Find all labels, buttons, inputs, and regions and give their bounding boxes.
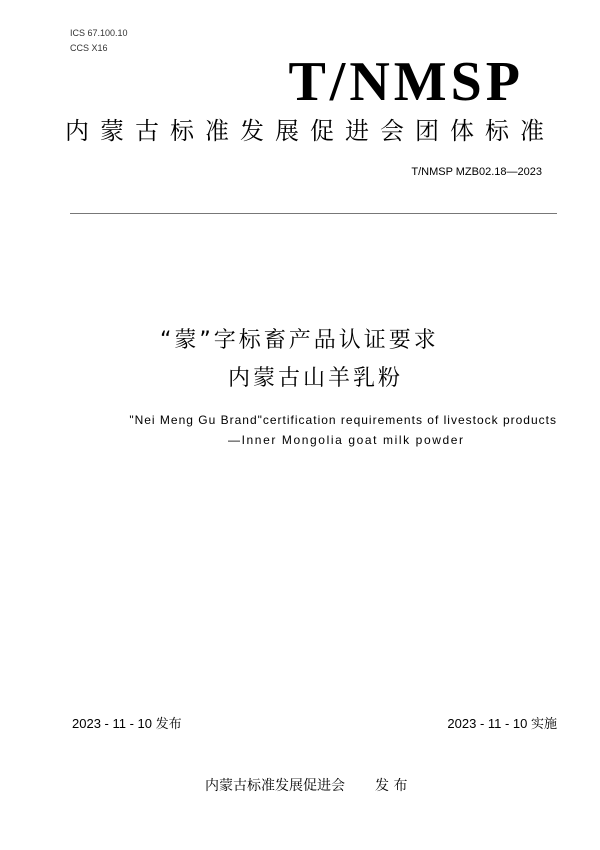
chinese-title-line-2: 内蒙古山羊乳粉: [228, 366, 404, 391]
ccs-code: CCS X16: [70, 43, 108, 53]
publish-label: 发 布: [375, 778, 408, 794]
ics-code: ICS 67.100.10: [70, 28, 128, 38]
publisher-name: 内蒙古标准发展促进会: [205, 778, 345, 794]
standard-brand-logo: T/NMSP: [288, 51, 524, 113]
publisher-line: [205, 777, 407, 795]
standard-number: T/NMSP MZB02.18—2023: [411, 166, 542, 178]
issue-date: 2023 - 11 - 10 发布: [72, 716, 182, 731]
chinese-title-line-1: “蒙”字标畜产品认证要求: [160, 328, 439, 353]
english-title-line-1: "Nei Meng Gu Brand"certification requirements of livestock products: [129, 413, 557, 427]
organization-standard-title: 内蒙古标准发展促进会团体标准: [65, 117, 555, 145]
implementation-date: 2023 - 11 - 10 实施: [447, 716, 557, 731]
header-divider: [70, 213, 557, 214]
english-title-line-2: —Inner Mongolia goat milk powder: [228, 433, 465, 447]
